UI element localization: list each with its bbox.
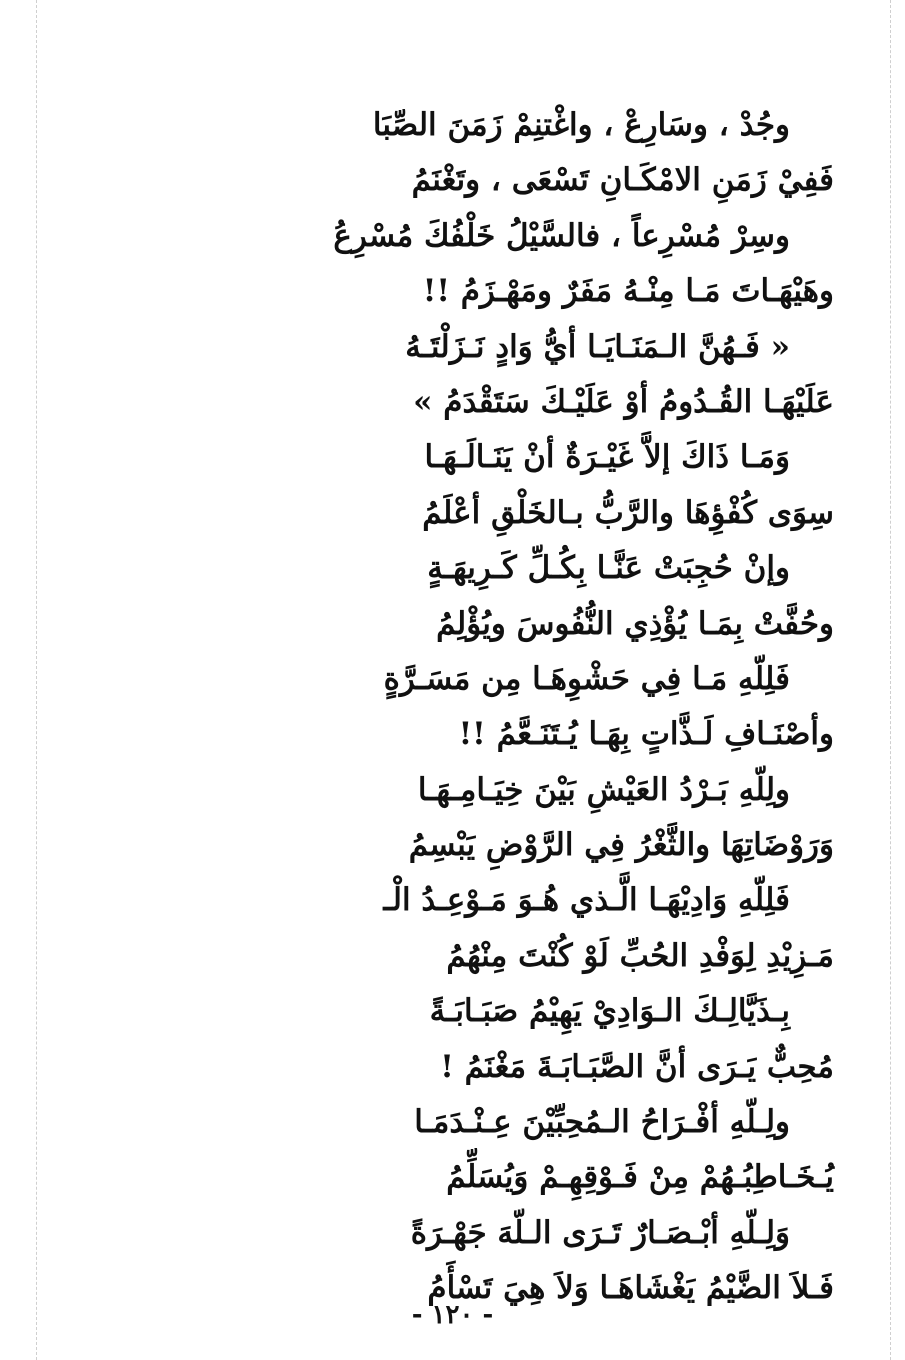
verse-5-hemistich-1: وإنْ حُجِبَتْ عَنَّـا بِكُـلِّ كَـرِيهَـةٍ [427, 550, 790, 587]
verse-7-hemistich-2: وَرَوْضَاتِهَا والثَّغْرُ فِي الرَّوْضِ يَبْسِمُ [408, 827, 834, 864]
verse-1-hemistich-2: فَفِيْ زَمَنِ الامْكَـانِ تَسْعَى ، وتَغْنَمُ [411, 162, 834, 199]
verse-4-hemistich-2: سِوَى كُفْؤِهَا والرَّبُّ بـالخَلْقِ أعْلَمُ [422, 494, 834, 531]
verse-9-hemistich-2: مُحِبٌّ يَـرَى أنَّ الصَّبَـابَـةَ مَغْنَمُ ! [440, 1048, 834, 1085]
verse-11-hemistich-1: وَلِـلّهِ أبْـصَـارٌ تَـرَى الـلّهَ جَهْـرَةً [410, 1214, 790, 1251]
verse-6-hemistich-2: وأصْنَـافِ لَـذَّاتٍ بِهَـا يُـتَنَـعَّمُ !! [458, 716, 834, 753]
scan-fold-line-right [890, 0, 891, 1360]
verse-9-hemistich-1: بِـذَيَّالِـكَ الـوَادِيْ يَهِيْمُ صَبَـابَـةً [429, 993, 790, 1030]
page-number: - ١٢٠ - [411, 1300, 494, 1330]
verse-1-hemistich-1: وجُدْ ، وسَارِعْ ، واغْتنِمْ زَمَنَ الصِّبَا [372, 107, 790, 143]
verse-3-hemistich-1: « فَـهُنَّ الـمَنَـايَـا أيُّ وَادٍ نَـزَلْتَـهُ [405, 328, 790, 365]
verse-10-hemistich-2: يُـخَـاطِبُـهُمْ مِنْ فَـوْقِهِـمْ وَيُسَلِّمُ [446, 1159, 834, 1196]
verse-4-hemistich-1: وَمَـا ذَاكَ إلاَّ غَيْـرَةٌ أنْ يَنَـالَـهَـا [424, 439, 790, 476]
verse-8-hemistich-2: مَـزِيْدِ لِوَفْدِ الحُبِّ لَوْ كُنْتَ مِنْهُمُ [446, 937, 834, 974]
scan-fold-line-left [36, 0, 37, 1360]
verse-7-hemistich-1: ولِلّهِ بَـرْدُ العَيْشِ بَيْنَ خِيَـامِـهَـا [417, 771, 790, 808]
verse-2-hemistich-2: وهَيْهَـاتَ مَـا مِنْـهُ مَفَرٌ ومَهْـزَمُ !! [422, 273, 834, 310]
verse-2-hemistich-1: وسِرْ مُسْرِعاً ، فالسَّيْلُ خَلْفُكَ مُسْرِعُ [333, 217, 790, 254]
verse-8-hemistich-1: فَلِلّهِ وَادِيْهَـا الَّـذي هُـوَ مَـوْعِـدُ الْـ [383, 882, 790, 919]
verse-10-hemistich-1: ولِـلّهِ أفْـرَاحُ الـمُحِبِّيْنَ عِـنْـدَمَـا [414, 1104, 790, 1141]
verse-11-hemistich-2: فَـلاَ الضَّيْمُ يَغْشَاهَـا وَلاَ هِيَ تَسْأَمُ [427, 1270, 834, 1307]
poem-body [90, 98, 834, 1317]
verse-3-hemistich-2: عَلَيْهَـا القُـدُومُ أوْ عَلَيْـكَ سَتَقْدَمُ » [413, 383, 834, 420]
verse-6-hemistich-1: فَلِلّهِ مَـا فِي حَشْوِهَـا مِن مَسَـرَّةٍ [383, 660, 790, 697]
verse-5-hemistich-2: وحُفَّتْ بِمَـا يُؤْذِي النُّفُوسَ ويُؤْلِمُ [436, 605, 834, 642]
